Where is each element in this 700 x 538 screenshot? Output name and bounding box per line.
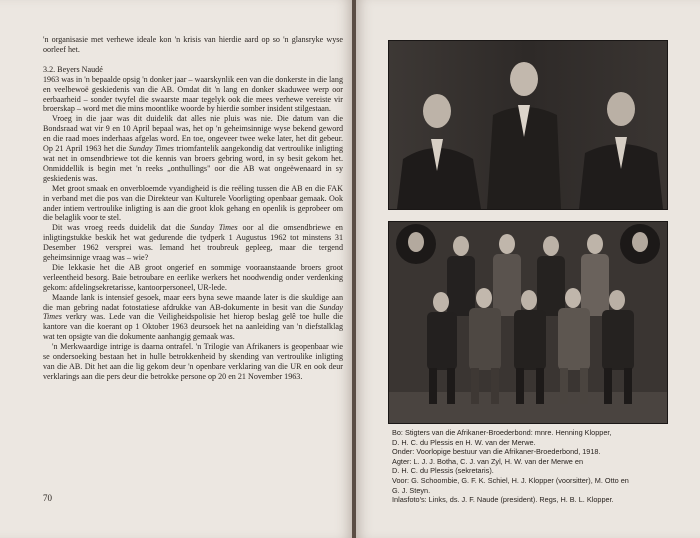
caption-line: Agter: L. J. J. Botha, C. J. van Zyl, H. W. van der Merwe en: [392, 456, 584, 466]
caption-line: D. H. C. du Plessis en H. W. van der Merwe.: [392, 437, 536, 447]
paragraph-1: 1963 was in 'n bepaalde opsig 'n donker jaar – waarskynlik een van die donkerste in die lang en veelbewoë geskiedenis van die AB. Omdat dit 'n lang en donker skaduwee werp oor eerbaarheid – sonder twyfel die swaarste maar tegelyk ook die mees verhewe vereiste vir broerskap – word met die mins moontlike woorde by hierdie somber insident stilgestaan.: [43, 74, 343, 114]
paragraph-3: Met groot smaak en onverbloemde vyandigheid is die reëling tussen die AB en die FAK in verband met die pos van die Direkteur van Kulturele Voorligting openbaar gemaak. Ook ander intiem vertroulike inligting is aan die groot klok gehang en openlik is geprobeer om die belaglik voor te stel.: [43, 183, 343, 223]
founders-photo-image: [389, 41, 667, 209]
opening-paragraph: 'n organisasie met verhewe ideale kon 'n krisis van hierdie aard op so 'n glansryke wyse oorleef het.: [43, 35, 343, 54]
caption-line: D. H. C. du Plessis (sekretaris).: [392, 466, 494, 476]
committee-photo-image: [389, 222, 667, 423]
page-number: 70: [43, 493, 52, 503]
paragraph-5: Die lekkasie het die AB groot ongerief en sommige vooraanstaande broers groot verleentheid besorg. Baie betroubare en eerlike werkers het noodwendig onder verdenking gekom: afdelingsekretarisse, kantoorpersoneel, UR-lede.: [43, 262, 343, 292]
caption-line: Inlasfoto's: Links, ds. J. F. Naude (president). Regs, H. B. L. Klopper.: [392, 495, 614, 505]
photo-caption: [392, 428, 672, 505]
paragraph-2: Vroeg in die jaar was dit duidelik dat alles nie pluis was nie. Die datum van die Bondsraad wat vir 9 en 10 April bepaal was, het op 'n geheimsinnige wyse bekend geword en die raad moes inderhaas afgelas word. En toe, ongeveer twee weke later, het dit gebeur. Op 21 April 1963 het die Sunday Times triomfantelik aangekondig dat vertroulike inligting wat net in omsendbriewe tot die kennis van broers gebring word, in sy besit gekom het. Onmiddellik is begin met 'n reeks „onthullings" oor die AB wat ongeëwenaard in sy geskiedenis was.: [43, 114, 344, 183]
caption-line: Voor: G. Schoombie, G. F. K. Schiel, H. J. Klopper (voorsitter), M. Otto en: [392, 475, 629, 485]
committee-photo: [388, 221, 668, 424]
caption-line: G. J. Steyn.: [392, 485, 431, 495]
caption-line: Bo: Stigters van die Afrikaner-Broederbond: mnre. Henning Klopper,: [392, 428, 612, 437]
founders-photo: [388, 40, 668, 210]
caption-line: Onder: Voorlopige bestuur van die Afrikaner-Broederbond, 1918.: [392, 447, 601, 457]
left-page-text: [43, 35, 343, 382]
paragraph-4: Dit was vroeg reeds duidelik dat die Sunday Times oor al die omsendbriewe en inligtingstukke beskik het wat gedurende die tydperk 1 Augustus 1962 tot minstens 31 Desember 1962 versprei was. Iemand het troubreuk gepleeg, maar die tergend geheimsinnige vraag was – wie?: [43, 223, 343, 263]
section-heading: 3.2. Beyers Naudé: [43, 64, 103, 74]
paragraph-7: 'n Merkwaardige intrige is daarna ontrafel. 'n Trilogie van Afrikaners is geopenbaar wie se ondersoeking bestaan het in hulle betrokkenheid by skending van vertroulike inligting van die AB. Dit het aan die lig gekom deur 'n openbare verklaring van die UR en ook deur verklarings aan die pers deur die betrokke persone op 20 en 21 November 1963.: [43, 342, 343, 381]
paragraph-6: Maande lank is intensief gesoek, maar eers byna sewe maande later is die skuldige aan die man gebring nadat fotostatiese afdrukke van AB-dokumente in besit van die Sunday Times verkry was. Lede van die Veiligheidspolisie het hierop beslag gelê toe hulle die kantore van die koerant op 1 Oktober 1963 deursoek het na aanleiding van 'n diefstalklag wat ten opsigte van die dokumente aanhangig gemaak was.: [43, 292, 343, 342]
